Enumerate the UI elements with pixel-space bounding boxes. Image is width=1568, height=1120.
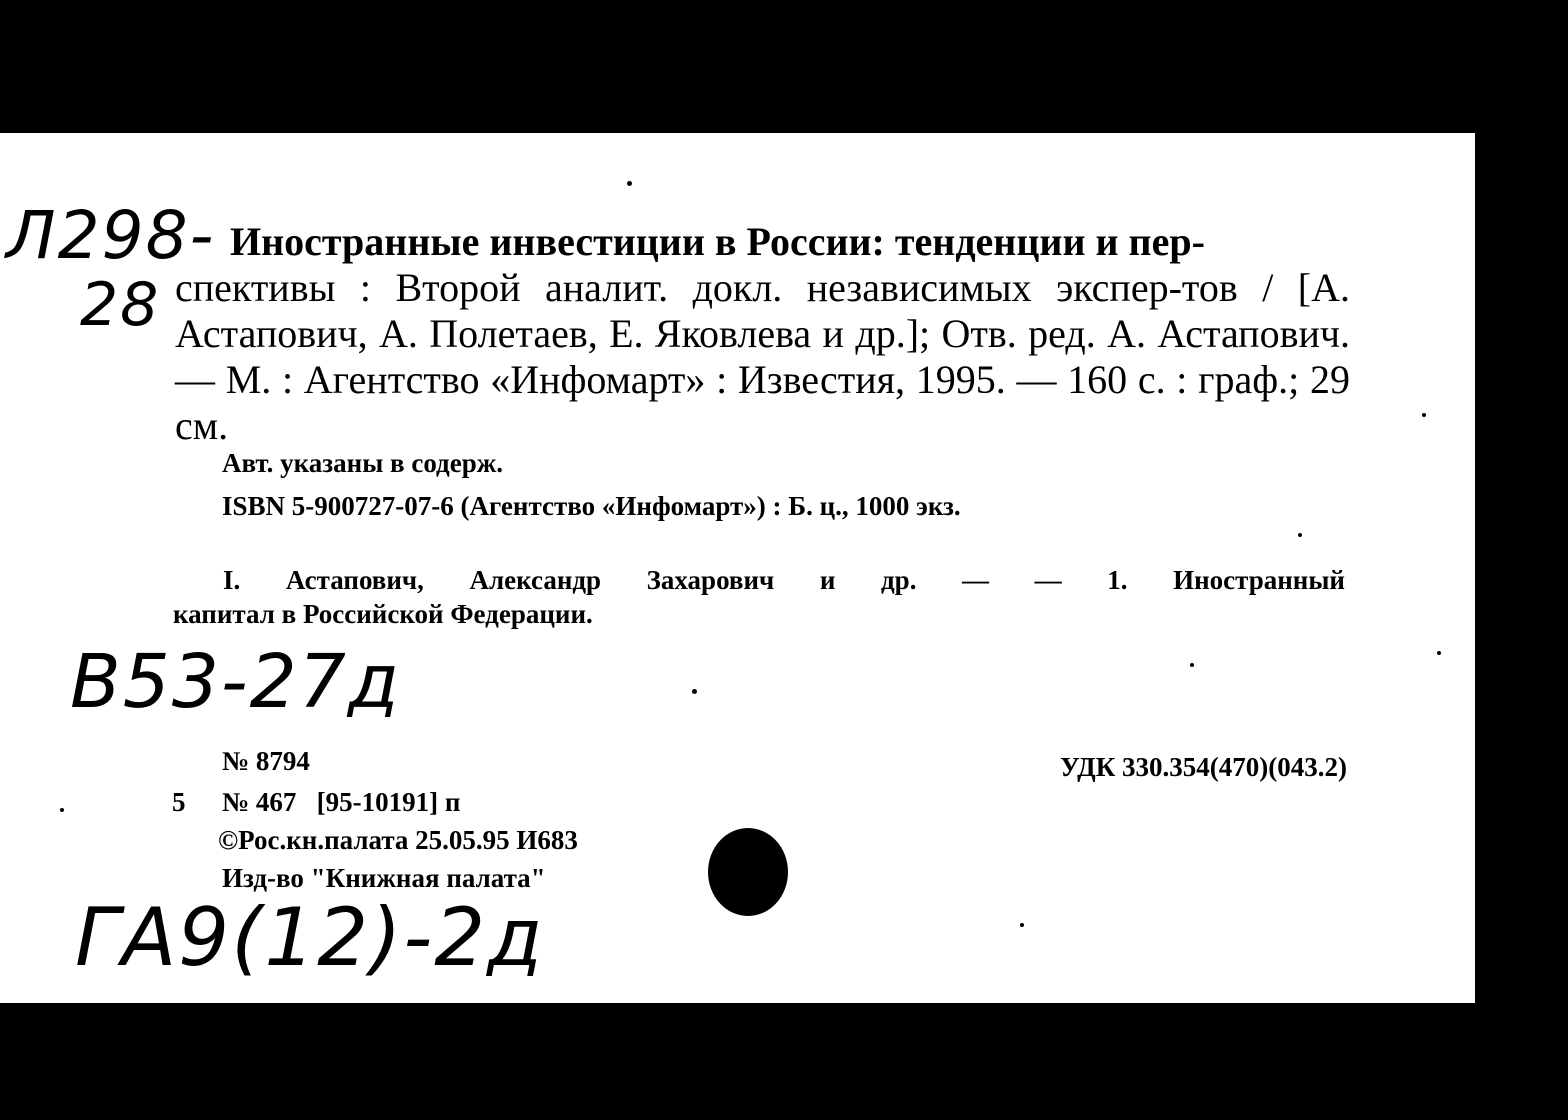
publisher-line: Изд-во "Книжная палата" <box>222 863 546 893</box>
speck <box>692 689 697 694</box>
speck <box>1020 923 1024 927</box>
speck <box>627 181 632 186</box>
shelfmark-line-1: Л298- <box>6 197 216 274</box>
speck <box>1437 651 1441 655</box>
title-text: Иностранные инвестиции в России: тенденции и пер- <box>230 219 1205 264</box>
tracing-line-2: капитал в Российской Федерации. <box>173 599 593 629</box>
record-number-prefix: 5 <box>172 787 186 817</box>
handwritten-shelfmark-sub <box>80 270 161 340</box>
bibliographic-description <box>175 219 1350 449</box>
authors-note: Авт. указаны в содерж. <box>222 448 504 478</box>
copyright-line: ©Рос.кн.палата 25.05.95 И683 <box>218 825 578 855</box>
record-number-1: № 8794 <box>222 746 310 776</box>
isbn-line: ISBN 5-900727-07-6 (Агентство «Инфомарт») : Б. ц., 1000 экз. <box>222 491 961 521</box>
title-line <box>175 219 1350 265</box>
shelfmark-line-2: 28 <box>80 270 161 340</box>
tracing-line-1: I. Астапович, Александр Захарович и др. — — 1. Иностранный <box>223 565 1345 595</box>
handwritten-code-2: ГА9(12)-2д <box>75 891 545 984</box>
subject-tracing <box>173 563 1345 631</box>
speck <box>1422 413 1426 417</box>
ink-blot <box>708 828 788 916</box>
catalog-card <box>0 133 1475 1003</box>
handwritten-code-1: B53-27д <box>70 639 401 725</box>
speck <box>1298 533 1302 537</box>
record-number-2: № 467 [95-10191] п <box>222 787 461 817</box>
speck <box>1190 663 1194 667</box>
description-body: спективы : Второй аналит. докл. независимых экспер-тов / [А. Астапович, А. Полетаев, Е. Яковлева и др.]; Отв. ред. А. Астапович. — М. : Агентство «Инфомарт» : Известия, 1995. — 160 с. : граф.; 29 см. <box>175 265 1350 448</box>
udk-code: УДК 330.354(470)(043.2) <box>1060 752 1347 782</box>
speck <box>60 808 64 812</box>
